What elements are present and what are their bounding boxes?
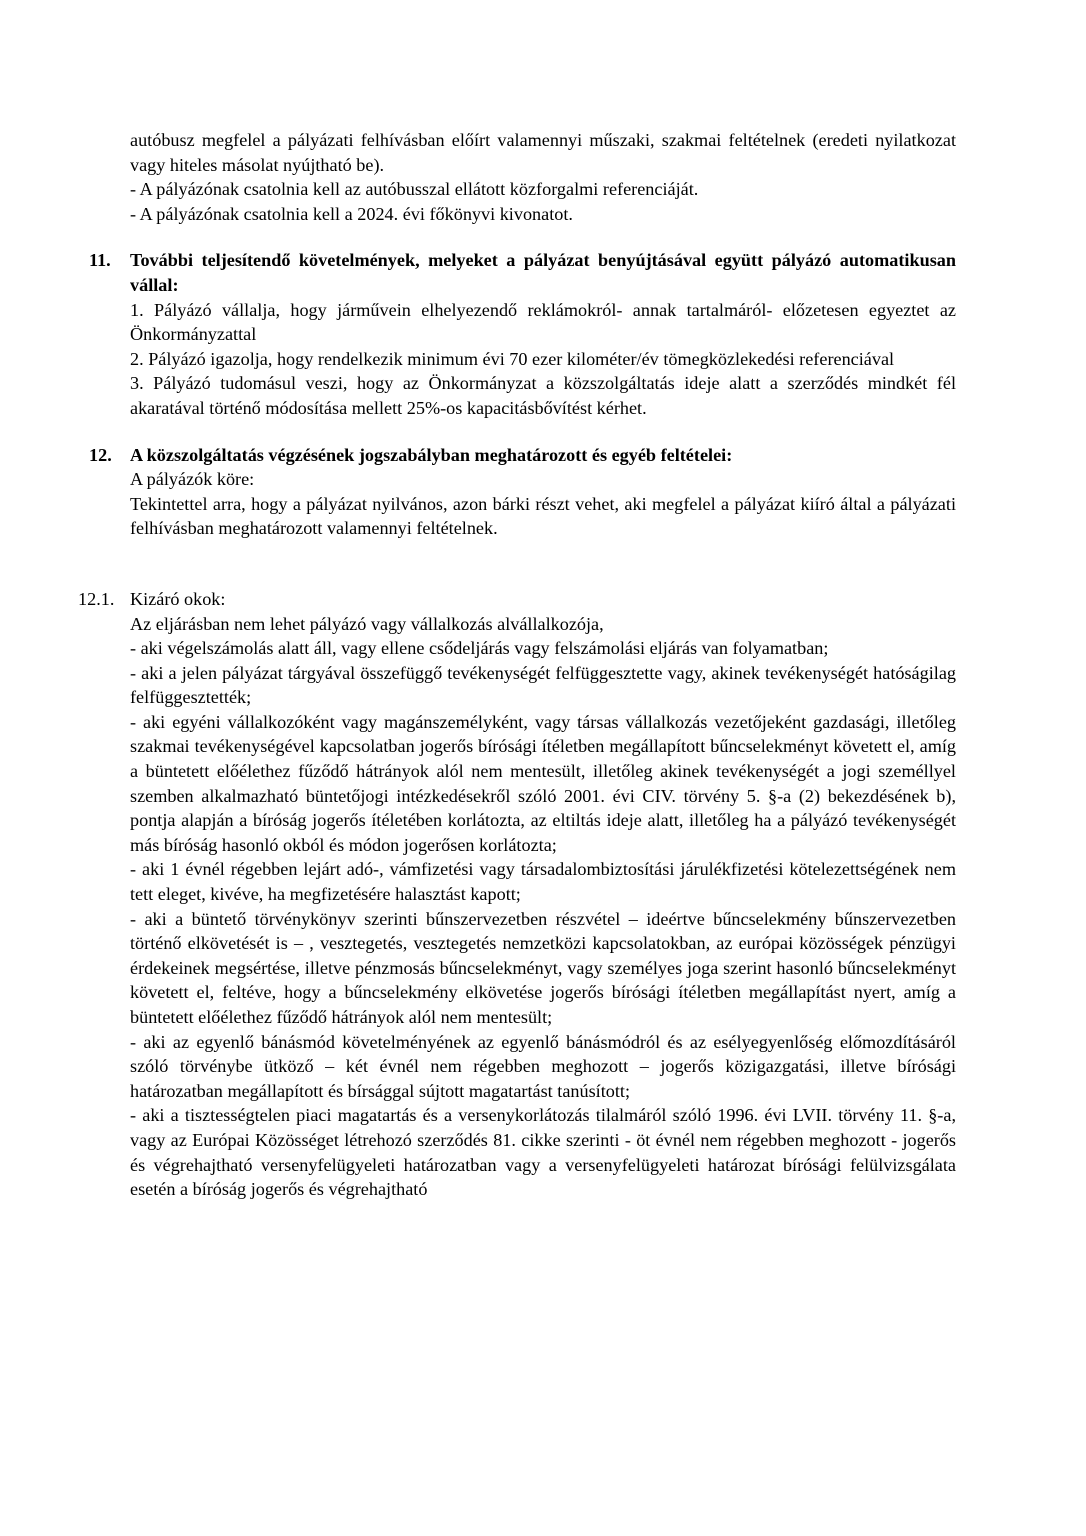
section-item: 2. Pályázó igazolja, hogy rendelkezik minimum évi 70 ezer kilométer/év tömegközlekedési referenciával <box>130 348 895 369</box>
section-number: 12.1. <box>78 588 115 609</box>
exclusion-item: - aki a tisztességtelen piaci magatartás és a versenykorlátozás tilalmáról szóló 1996. évi LVII. törvény 11. §-a, vagy az Európai Közösséget létrehozó szerződés 81. cikke szerinti - öt évnél nem régebben meghozott - jogerős és végrehajtható versenyfelügyeleti határozatban vagy a versenyfelügyeleti határozat bírósági felülvizsgálata esetén a bíróság jogerős és végrehajtható <box>130 1105 956 1200</box>
exclusion-item: - aki a büntető törvénykönyv szerinti bűnszervezetben részvétel – ideértve bűncselekmény bűnszervezetben történő elkövetését is – , vesztegetés, vesztegetés nemzetközi kapcsolatokban, az európai közösségek pénzügyi érdekeinek megsértése, illetve pénzmosás bűncselekményt, vagy személyes joga szerint hasonló bűncselekményt követett el, feltéve, hogy a bűncselekmény elkövetése jogerős bírósági ítéletben megállapítást nyert, amíg a büntetett előélethez fűződő hátrányok alól nem mentesült; <box>130 908 956 1027</box>
section-subheading: A pályázók köre: <box>130 469 255 490</box>
section-item: 3. Pályázó tudomásul veszi, hogy az Önkormányzat a közszolgáltatás ideje alatt a szerződés mindkét fél akaratával történő módosítása mellett 25%-os kapacitásbővítést kérhet. <box>130 373 956 418</box>
section-12-1 <box>78 587 956 1202</box>
exclusion-item: - aki 1 évnél régebben lejárt adó-, vámfizetési vagy társadalombiztosítási járulékfizetési kötelezettségének nem tett eleget, kivéve, ha megfizetésére halasztást kapott; <box>130 859 956 905</box>
intro-paragraph: autóbusz megfelel a pályázati felhívásban előírt valamennyi műszaki, szakmai feltételnek (eredeti nyilatkozat vagy hiteles másolat nyújtható be). <box>130 130 956 175</box>
section-paragraph: Tekintettel arra, hogy a pályázat nyilvános, azon bárki részt vehet, aki megfelel a pályázat kiíró által a pályázati felhívásban meghatározott valamennyi feltételnek. <box>130 493 956 539</box>
section-heading: Kizáró okok: <box>130 588 226 609</box>
document-body <box>78 128 956 1202</box>
section-item: 1. Pályázó vállalja, hogy járművein elhelyezendő reklámokról- annak tartalmáról- előzetesen egyeztet az Önkormányzattal <box>130 299 956 345</box>
section-number: 12. <box>89 444 112 465</box>
intro-bullet: - A pályázónak csatolnia kell az autóbusszal ellátott közforgalmi referenciáját. <box>130 179 699 200</box>
section-11 <box>89 248 956 420</box>
section-heading: További teljesítendő követelmények, melyeket a pályázat benyújtásával együtt pályázó automatikusan vállal: <box>130 250 956 295</box>
section-heading: A közszolgáltatás végzésének jogszabályban meghatározott és egyéb feltételei: <box>130 444 733 465</box>
section-intro: Az eljárásban nem lehet pályázó vagy vállalkozás alvállalkozója, <box>130 613 604 634</box>
exclusion-item: - aki egyéni vállalkozóként vagy magánszemélyként, vagy társas vállalkozás vezetőjeként gazdasági, illetőleg szakmai tevékenységével kapcsolatban jogerős bírósági ítéletben megállapított bűncselekményt követett el, amíg a büntetett előélethez fűződő hátrányok alól nem mentesült, illetőleg akinek tevékenységét a jogi személlyel szemben alkalmazható büntetőjogi intézkedésekről szóló 2001. évi CIV. törvény 5. §-a (2) bekezdésének b), pontja alapján a bíróság jogerős ítéletében korlátozta, az eltiltás ideje alatt, illetőleg ha a pályázó tevékenységét más bíróság hasonló okból és módon jogerősen korlátozta; <box>130 711 956 855</box>
section-12 <box>89 443 956 541</box>
exclusion-item: - aki a jelen pályázat tárgyával összefüggő tevékenységét felfüggesztette vagy, akinek tevékenységét hatóságilag felfüggesztették; <box>130 662 956 708</box>
intro-bullet: - A pályázónak csatolnia kell a 2024. évi főkönyvi kivonatot. <box>130 203 573 224</box>
exclusion-item: - aki végelszámolás alatt áll, vagy ellene csődeljárás vagy felszámolási eljárás van folyamatban; <box>130 638 829 659</box>
exclusion-item: - aki az egyenlő bánásmód követelményének az egyenlő bánásmódról és az esélyegyenlőség előmozdításáról szóló törvénybe ütköző – két évnél nem régebben meghozott – jogerős közigazgatási, illetve bírósági határozatban megállapított és bírsággal sújtott magatartást tanúsított; <box>130 1031 956 1101</box>
section-number: 11. <box>89 250 111 271</box>
